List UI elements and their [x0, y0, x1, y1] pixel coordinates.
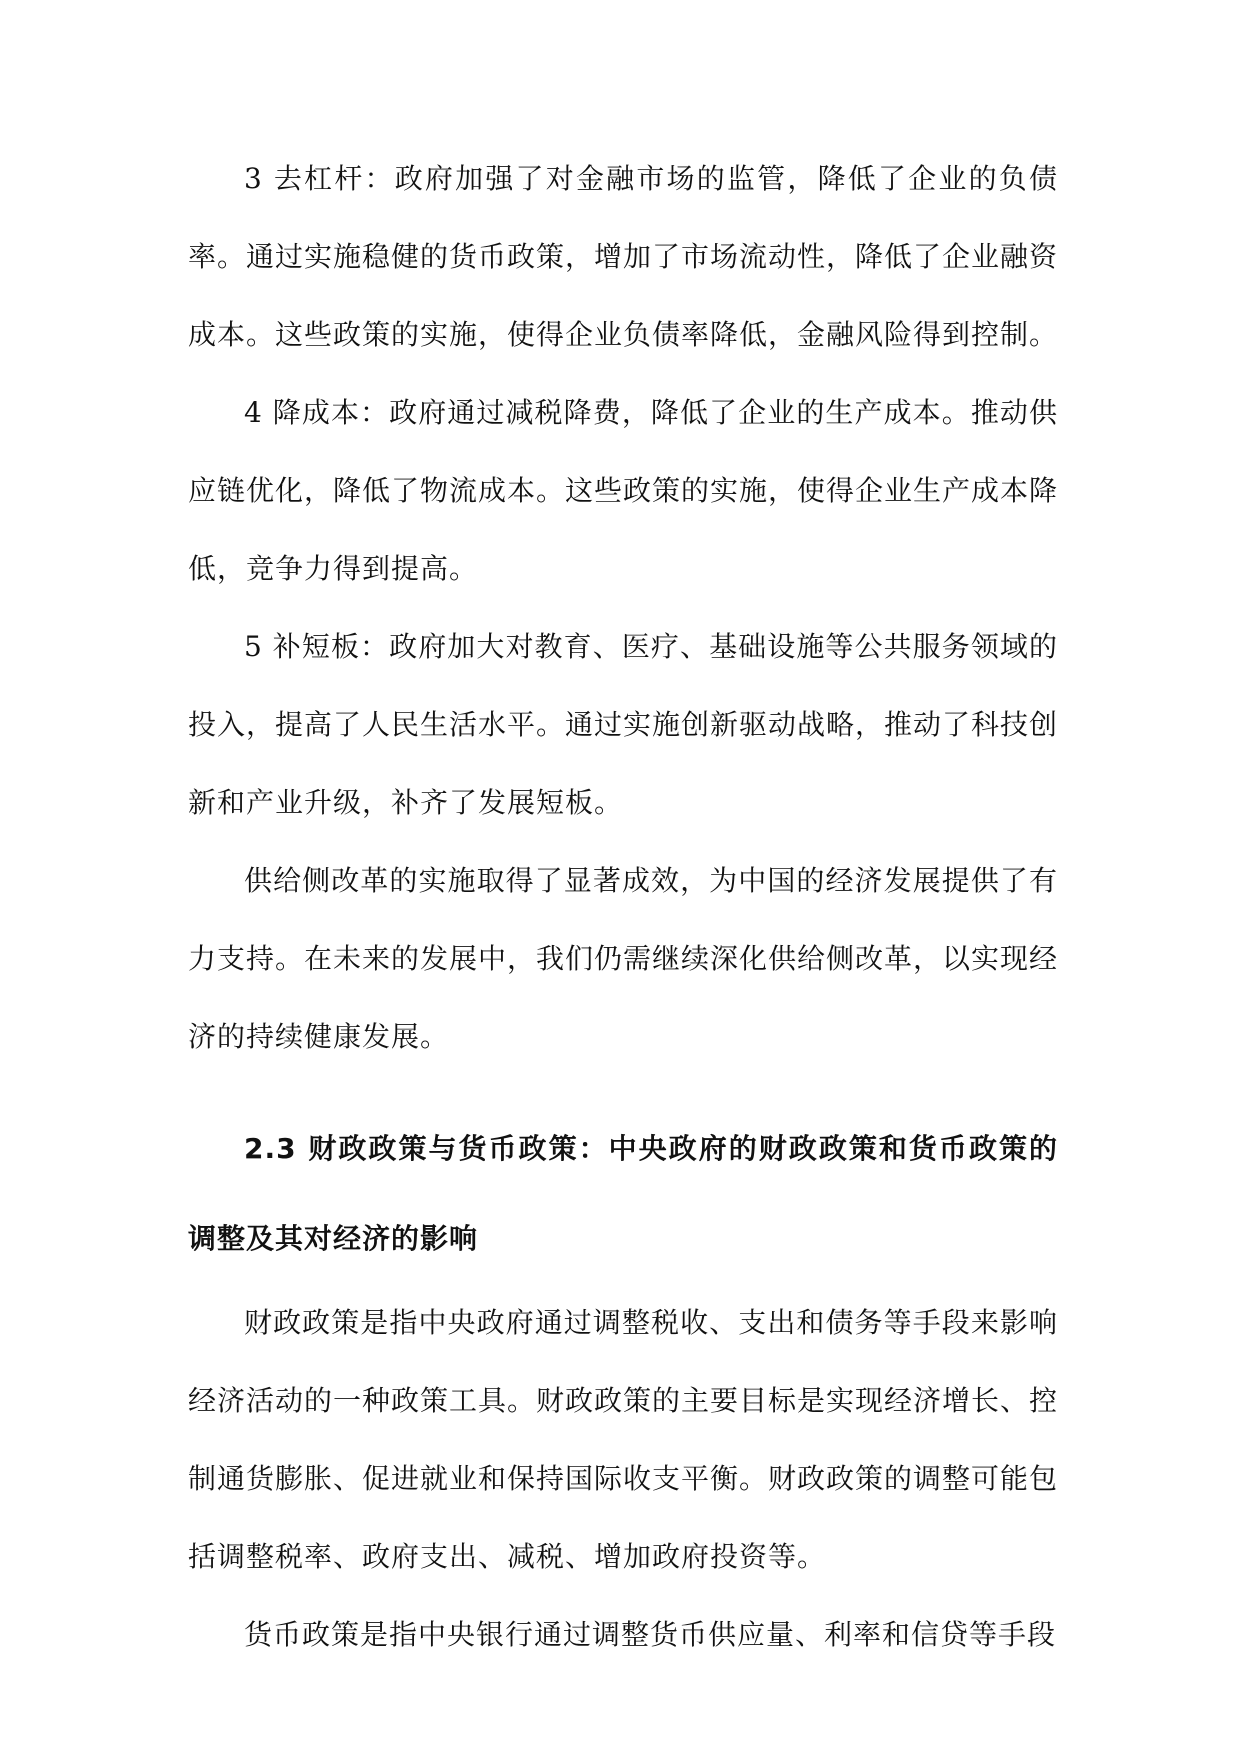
paragraph-deleveraging: 3 去杠杆：政府加强了对金融市场的监管，降低了企业的负债率。通过实施稳健的货币政策，增加了市场流动性，降低了企业融资成本。这些政策的实施，使得企业负债率降低，金融风险得到控制。	[188, 162, 1059, 351]
paragraph-cost-reduction: 4 降成本：政府通过减税降费，降低了企业的生产成本。推动供应链优化，降低了物流成本。这些政策的实施，使得企业生产成本降低，竞争力得到提高。	[188, 396, 1059, 585]
paragraph-fiscal-policy: 财政政策是指中央政府通过调整税收、支出和债务等手段来影响经济活动的一种政策工具。财政政策的主要目标是实现经济增长、控制通货膨胀、促进就业和保持国际收支平衡。财政政策的调整可能包括调整税率、政府支出、减税、增加政府投资等。	[188, 1306, 1059, 1573]
paragraph-reform-summary: 供给侧改革的实施取得了显著成效，为中国的经济发展提供了有力支持。在未来的发展中，我们仍需继续深化供给侧改革，以实现经济的持续健康发展。	[188, 864, 1059, 1053]
document-body	[188, 140, 1058, 1674]
section-heading: 2.3 财政政策与货币政策：中央政府的财政政策和货币政策的调整及其对经济的影响	[188, 1132, 1058, 1255]
paragraph-shortcomings: 5 补短板：政府加大对教育、医疗、基础设施等公共服务领域的投入，提高了人民生活水平。通过实施创新驱动战略，推动了科技创新和产业升级，补齐了发展短板。	[188, 630, 1059, 819]
paragraph-monetary-policy: 货币政策是指中央银行通过调整货币供应量、利率和信贷等手段	[244, 1618, 1057, 1651]
